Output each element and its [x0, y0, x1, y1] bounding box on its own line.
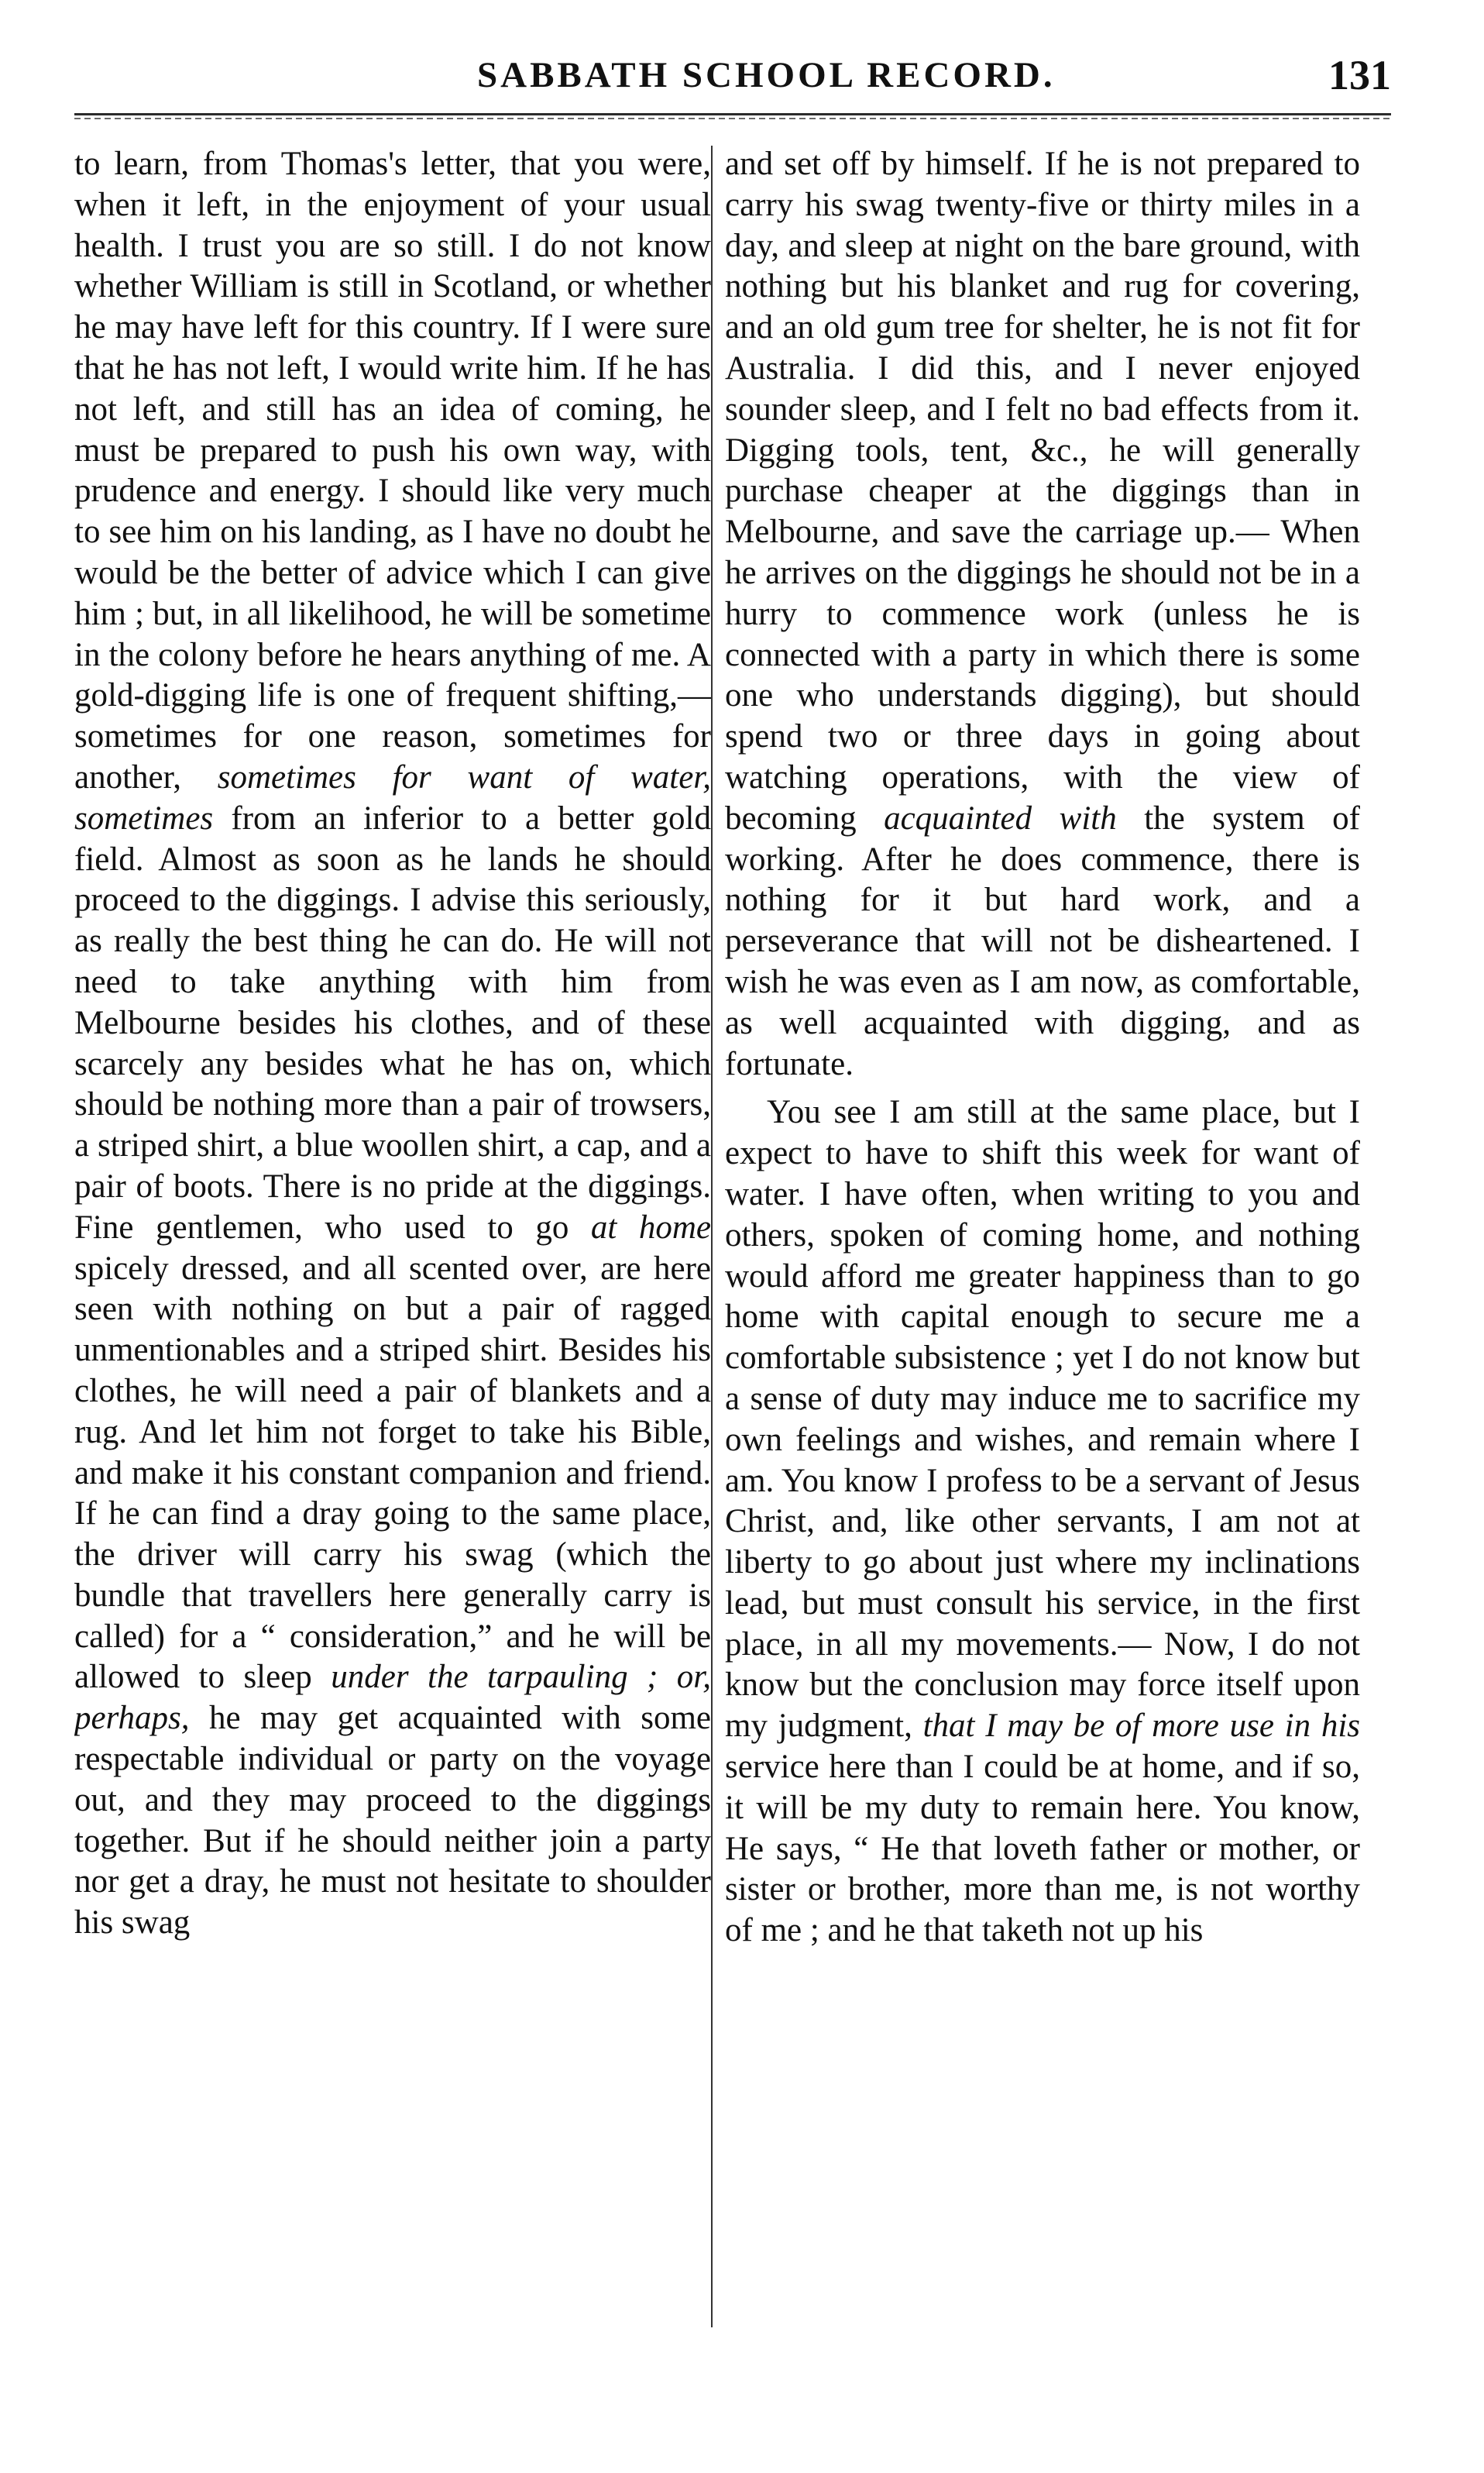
- header-rule: [74, 113, 1391, 119]
- right-paragraph-1-italic-a: acquainted with: [884, 800, 1117, 837]
- right-paragraph-1-text-a: and set off by himself. If he is not prepared to carry his swag twenty-five or thirty miles in a day, and sleep at night on the bare ground, with nothing but his blanket and rug for covering, and an old gum tree for shelter, he is not fit for Australia. I did this, and I never enjoyed sounder sleep, and I felt no bad effects from it. Digging tools, tent, &c., he will generally purchase cheaper at the diggings than in Melbourne, and save the carriage up.— When he arrives on the diggings he should not be in a hurry to commence work (unless he is connected with a party in which there is some one who understands digging), but should spend two or three days in going about watching operations, with the view of becoming: [725, 146, 1360, 837]
- left-paragraph-1-italic-c: under the tarpauling ; or, perhaps,: [74, 1659, 711, 1737]
- left-paragraph-1-italic-a: sometimes for want of water, sometimes: [74, 758, 711, 837]
- right-paragraph-2-italic-a: that I may be of more use in his: [922, 1708, 1360, 1745]
- right-paragraph-1: [725, 144, 1360, 1085]
- left-paragraph-1-text-d: he may get acquainted with some respectable individual or party on the voyage out, and they may proceed to the diggings together. But if he should neither join a party nor get a dray, he must not hesitate to shoulder his swag: [74, 1700, 711, 1942]
- right-paragraph-2: [725, 1092, 1360, 1952]
- running-header: [74, 33, 1391, 126]
- page-number: 131: [1328, 52, 1391, 98]
- right-text-column: [725, 144, 1360, 2329]
- right-paragraph-2-text-b: service here than I could be at home, and if so, it will be my duty to remain here. You know, He says, “ He that loveth father or mother, or sister or brother, more than me, is not worthy of me ; and he that taketh not up his: [725, 1749, 1360, 1949]
- left-paragraph-1: [74, 144, 711, 1944]
- left-paragraph-1-text-b: from an inferior to a better gold field. Almost as soon as he lands he should proceed to the diggings. I advise this seriously, as really the best thing he can do. He will not need to take anything with him from Melbourne besides his clothes, and of these scarcely any besides what he has on, which should be nothing more than a pair of trowsers, a striped shirt, a blue woollen shirt, a cap, and a pair of boots. There is no pride at the diggings. Fine gentlemen, who used to go: [74, 800, 711, 1246]
- left-text-column: [74, 144, 711, 2329]
- right-paragraph-2-text-a: You see I am still at the same place, but I expect to have to shift this week for want of water. I have often, when writing to you and others, spoken of coming home, and nothing would afford me greater happiness than to go home with capital enough to secure me a comfortable subsistence ; yet I do not know but a sense of duty may induce me to sacrifice my own feelings and wishes, and remain where I am. You know I profess to be a servant of Jesus Christ, and, like other servants, I am not at liberty to go about just where my inclinations lead, but must consult his service, in the first place, in all my movements.— Now, I do not know but the conclusion may force itself upon my judgment,: [725, 1094, 1360, 1745]
- left-paragraph-1-italic-b: at home: [590, 1209, 711, 1246]
- left-paragraph-1-text-c: spicely dressed, and all scented over, are here seen with nothing on but a pair of ragged unmentionables and a striped shirt. Besides his clothes, he will need a pair of blankets and a rug. And let him not forget to take his Bible, and make it his constant companion and friend. If he can find a dray going to the same place, the driver will carry his swag (which the bundle that travellers here generally carry is called) for a “ consideration,” and he will be allowed to sleep: [74, 1250, 711, 1696]
- page-title: SABBATH SCHOOL RECORD.: [477, 55, 1056, 95]
- left-paragraph-1-text-a: to learn, from Thomas's letter, that you were, when it left, in the enjoyment of your usual health. I trust you are so still. I do not know whether William is still in Scotland, or whether he may have left for this country. If I were sure that he has not left, I would write him. If he has not left, and still has an idea of coming, he must be prepared to push his own way, with prudence and energy. I should like very much to see him on his landing, as I have no doubt he would be the better of advice which I can give him ; but, in all likelihood, he will be sometime in the colony before he hears anything of me. A gold-digging life is one of frequent shifting,—sometimes for one reason, sometimes for another,: [74, 146, 711, 796]
- right-paragraph-1-text-b: the system of working. After he does commence, there is nothing for it but hard work, and a perseverance that will not be disheartened. I wish he was even as I am now, as comfortable, as well acquainted with digging, and as fortunate.: [725, 800, 1360, 1082]
- column-divider: [711, 146, 713, 2327]
